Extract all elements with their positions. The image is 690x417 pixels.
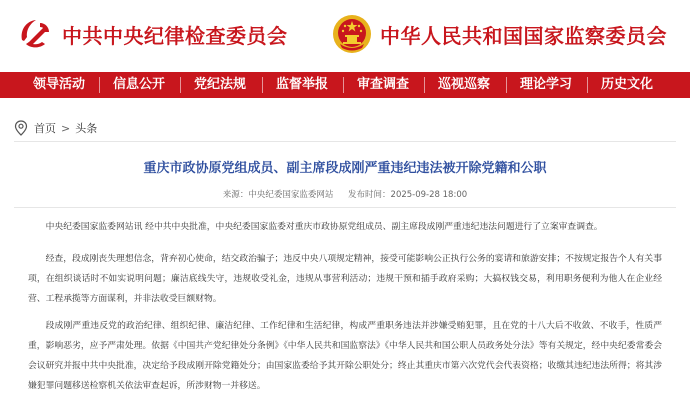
article-title: 重庆市政协原党组成员、副主席段成刚严重违纪违法被开除党籍和公职 bbox=[143, 161, 547, 176]
brand-left-title: 中共中央纪律检查委员会 bbox=[62, 23, 288, 48]
breadcrumb-current-link[interactable]: 头条 bbox=[75, 122, 98, 135]
nav-separator bbox=[424, 77, 425, 93]
nav-item-inspection[interactable]: 巡视巡察 bbox=[438, 77, 491, 92]
article-source: 来源：中央纪委国家监委网站 bbox=[222, 190, 334, 200]
brand-right-title: 中华人民共和国国家监察委员会 bbox=[380, 23, 667, 48]
article-paragraph: 段成刚严重违反党的政治纪律、组织纪律、廉洁纪律、工作纪律和生活纪律，构成严重职务违法并涉嫌受贿犯罪，且在党的十八大后不收敛、不收手，性质严重，影响恶劣，应予严肃处理。依据《中国共产党纪律处分条例》《中华人民共和国监察法》《中华人民共和国公职人员政务处分法》等有关规定，经中央纪委常委会会议研究并报中共中央批准，决定给予段成刚开除党籍处分；由国家监委给予其开除公职处分；终止其重庆市第六次党代会代表资格；收缴其违纪违法所得；将其涉嫌犯罪问题移送检察机关依法审查起诉，所涉财物一并移送。 bbox=[28, 321, 662, 391]
location-pin-icon bbox=[14, 120, 28, 136]
article-time: 发布时间：2025-09-28 18:00 bbox=[348, 190, 468, 200]
nav-item-investigation[interactable]: 审查调查 bbox=[357, 77, 410, 92]
nav-item-regulations[interactable]: 党纪法规 bbox=[194, 77, 247, 92]
nav-separator bbox=[99, 77, 100, 93]
breadcrumb-separator: > bbox=[61, 121, 71, 135]
nav-item-leadership[interactable]: 领导活动 bbox=[33, 77, 86, 92]
nav-separator bbox=[180, 77, 181, 93]
nav-separator bbox=[262, 77, 263, 93]
nav-item-report[interactable]: 监督举报 bbox=[276, 77, 329, 92]
nav-item-theory[interactable]: 理论学习 bbox=[520, 77, 573, 92]
nav-separator bbox=[343, 77, 344, 93]
article-paragraph: 中央纪委国家监委网站讯 经中共中央批准，中央纪委国家监委对重庆市政协原党组成员、副主席段成刚严重违纪违法问题进行了立案审查调查。 bbox=[45, 222, 603, 232]
breadcrumb-divider bbox=[14, 141, 676, 142]
brand-ccdi[interactable] bbox=[14, 12, 288, 56]
meta-divider bbox=[14, 207, 676, 208]
brand-nsc[interactable] bbox=[332, 12, 667, 56]
main-nav bbox=[0, 72, 690, 98]
article-meta bbox=[0, 188, 690, 200]
site-header bbox=[0, 0, 690, 72]
nav-item-information[interactable]: 信息公开 bbox=[113, 77, 166, 92]
breadcrumb bbox=[14, 118, 97, 138]
breadcrumb-home-link[interactable]: 首页 bbox=[34, 122, 56, 135]
national-emblem-icon bbox=[332, 14, 372, 54]
article-paragraph: 经查，段成刚丧失理想信念，背弃初心使命，结交政治骗子；违反中央八项规定精神，接受可能影响公正执行公务的宴请和旅游安排；不按规定报告个人有关事项，在组织谈话时不如实说明问题；廉洁底线失守，违规收受礼金，违规从事营利活动；违规干预和插手政府采购；大搞权钱交易，利用职务便利为他人在企业经营、工程承揽等方面谋利，并非法收受巨额财物。 bbox=[28, 254, 662, 304]
nav-separator bbox=[587, 77, 588, 93]
nav-separator bbox=[506, 77, 507, 93]
nav-item-history[interactable]: 历史文化 bbox=[601, 77, 654, 92]
party-emblem-icon bbox=[14, 14, 54, 54]
